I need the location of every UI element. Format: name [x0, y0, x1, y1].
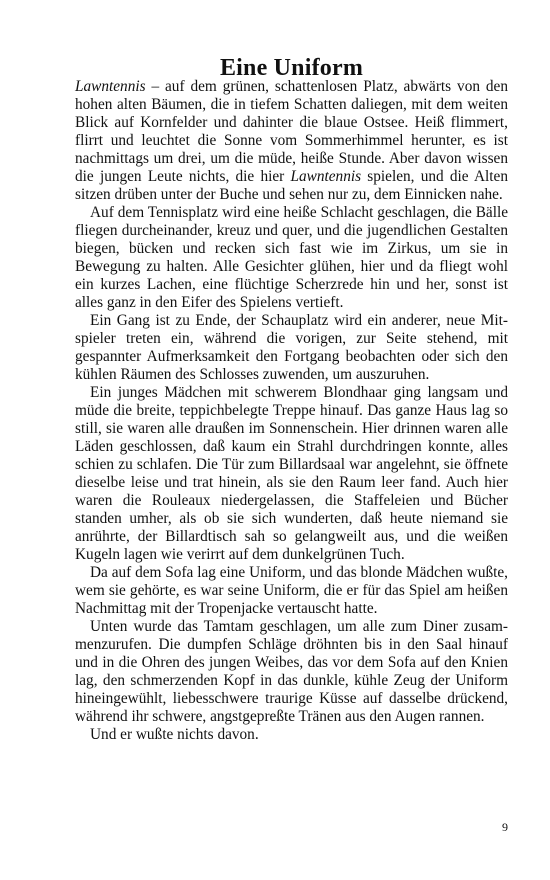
text-run: Da auf dem Sofa lag eine Uniform, und das blonde Mädchen wußte, wem sie gehörte, es war seine Uniform, die er für das Spiel am heißen Nachmittag mit der Tropenjacke vertauscht hatte.	[75, 564, 508, 617]
body-text	[75, 78, 508, 744]
chapter-title: Eine Uniform	[219, 55, 364, 81]
book-page	[75, 0, 508, 880]
paragraph-3	[75, 312, 508, 384]
text-run: Und er wußte nichts davon.	[90, 726, 259, 743]
italic-word: Lawntennis	[75, 78, 146, 95]
italic-word: Lawntennis	[290, 168, 362, 185]
paragraph-4	[75, 384, 508, 564]
paragraph-1	[75, 78, 508, 204]
paragraph-7	[75, 726, 508, 744]
text-run: spielen, und die Alten sitzen drüben unter der Buche und sehen nur zu, dem Einnicken nahe.	[75, 168, 508, 203]
paragraph-2	[75, 204, 508, 312]
text-run: Unten wurde das Tamtam geschlagen, um alle zum Diner zusammenzurufen. Die dumpfen Schläge dröhnten bis in den Saal hinauf und in die Ohren des jungen Weibes, das vor dem Sofa auf den Knien lag, den schmerzenden Kopf in das dunkle, kühle Zeug der Uniform hineingewühlt, liebesschwere traurige Küsse auf dasselbe drückend, während ihr schwere, angstgepreßte Tränen aus den Augen rannen.	[75, 618, 508, 725]
text-run: – auf dem grünen, schattenlosen Platz, abwärts von den hohen alten Bäumen, die in tiefem Schatten daliegen, mit dem weiten Blick auf Kornfelder und dahinter die blaue Ostsee. Heiß flimmert, flirrt und leuchtet die Sonne vom Sommerhimmel herunter, es ist nachmittags um drei, um die müde, heiße Stunde. Aber davon wissen die jungen Leute nichts, die hier	[75, 78, 508, 185]
page-number: 9	[502, 820, 508, 834]
paragraph-5	[75, 564, 508, 618]
text-run: Auf dem Tennisplatz wird eine heiße Schlacht geschlagen, die Bälle fliegen durcheinander, kreuz und quer, und die jugendlichen Gestalten biegen, bücken und recken sich fast wie im Zirkus, um sie in Bewegung zu halten. Alle Gesichter glühen, hier und da fliegt wohl ein kurzes Lachen, eine flüchtige Scherzrede hin und her, sonst ist alles ganz in den Eifer des Spielens vertieft.	[75, 204, 508, 311]
text-run: Ein Gang ist zu Ende, der Schauplatz wird ein anderer, neue Mitspieler treten ein, während die vorigen, zur Seite stehend, mit gespannter Aufmerksamkeit den Fortgang beobachten oder sich den kühlen Räumen des Schlosses zuwenden, um auszuruhen.	[75, 312, 508, 383]
text-run: Ein junges Mädchen mit schwerem Blondhaar ging langsam und müde die breite, teppichbelegte Treppe hinauf. Das ganze Haus lag so still, sie waren alle draußen im Sonnenschein. Hier drinnen waren alle Läden geschlossen, daß kaum ein Strahl durchdringen konnte, alles schien zu schlafen. Die Tür zum Billardsaal war angelehnt, sie öffnete dieselbe leise und trat hinein, als sie den Raum leer fand. Auch hier waren die Rouleaux niedergelassen, die Staffeleien und Bücher standen umher, als ob sie sich wunderten, daß heute niemand sie anrührte, der Billardtisch sah so gelangweilt aus, und die weißen Kugeln lagen wie verirrt auf dem dunkelgrünen Tuch.	[75, 384, 508, 563]
paragraph-6	[75, 618, 508, 726]
